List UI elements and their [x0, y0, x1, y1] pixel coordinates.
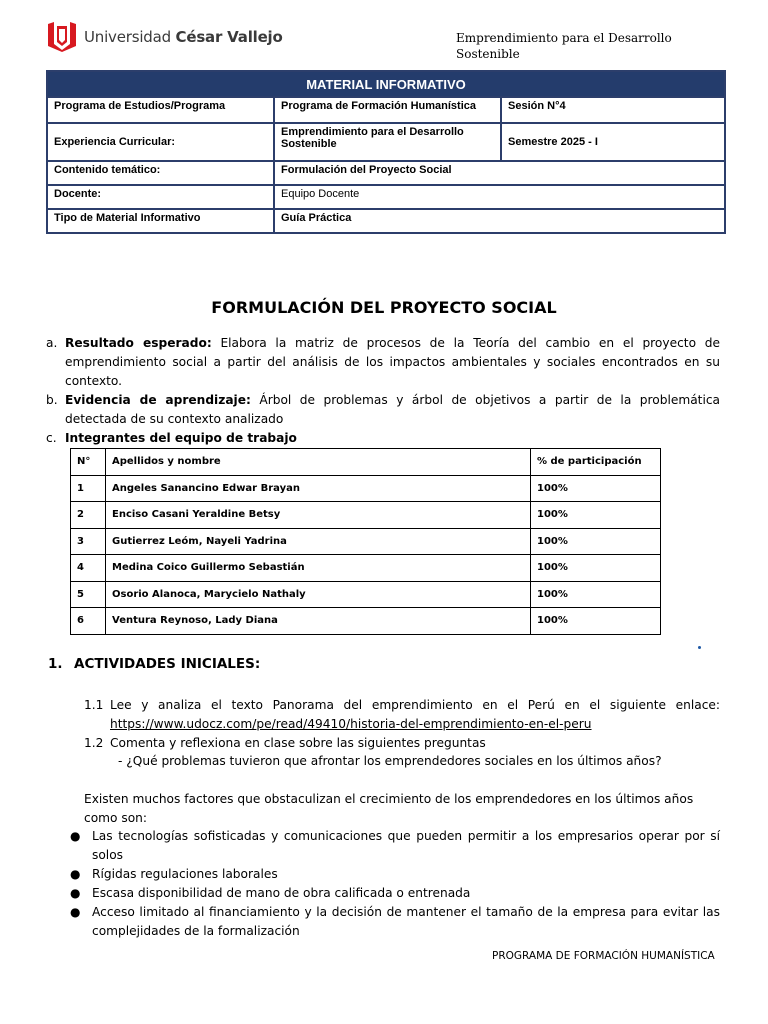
experience-label: Experiencia Curricular:: [47, 123, 274, 161]
logo-name-bold: César Vallejo: [175, 28, 283, 46]
objective-text: Árbol de problemas y árbol de objetivos a partir de la problemática detectada de su contexto analizado: [65, 393, 720, 426]
member-participation: 100%: [531, 555, 661, 582]
objective-label: Integrantes del equipo de trabajo: [65, 431, 297, 445]
question-item: [118, 752, 662, 771]
row-number: 1: [71, 475, 106, 502]
table-row: [71, 528, 661, 555]
member-name: Angeles Sanancino Edwar Brayan: [106, 475, 531, 502]
content-label: Contenido temático:: [47, 161, 274, 185]
activity-number: 1.2: [84, 736, 104, 750]
row-number: 5: [71, 581, 106, 608]
experience-value: Emprendimiento para el Desarrollo Sostenible: [274, 123, 501, 161]
row-number: 3: [71, 528, 106, 555]
table-row: [71, 581, 661, 608]
material-type-value: Guía Práctica: [274, 209, 725, 233]
member-name: Medina Coico Guillermo Sebastián: [106, 555, 531, 582]
logo-text: [84, 28, 283, 46]
member-participation: 100%: [531, 528, 661, 555]
activity-item-1-1: [84, 696, 720, 734]
objective-marker: b.: [46, 393, 58, 407]
material-info-table: [46, 70, 726, 234]
bullet-icon: ●: [70, 886, 81, 900]
member-name: Gutierrez Leóm, Nayeli Yadrina: [106, 528, 531, 555]
member-participation: 100%: [531, 502, 661, 529]
list-item: ● Rígidas regulaciones laborales: [70, 865, 720, 884]
bullet-icon: ●: [70, 867, 81, 881]
activity-number: 1.1: [84, 698, 104, 712]
blue-dot-mark: [698, 646, 701, 649]
table-row: [71, 475, 661, 502]
list-item: ● Escasa disponibilidad de mano de obra calificada o entrenada: [70, 884, 720, 903]
objectives-list: [46, 334, 720, 448]
objective-item: [46, 429, 720, 448]
list-item: ● Acceso limitado al financiamiento y la decisión de mantener el tamaño de la empresa para evitar las complejidades de la formalización: [70, 905, 720, 938]
ucv-shield-icon: [48, 22, 76, 52]
member-participation: 100%: [531, 475, 661, 502]
row-number: 6: [71, 608, 106, 635]
content-value: Formulación del Proyecto Social: [274, 161, 725, 185]
member-name: Osorio Alanoca, Marycielo Nathaly: [106, 581, 531, 608]
session-value: Sesión N°4: [501, 97, 725, 123]
question-dash: -: [118, 754, 123, 768]
answer-intro: Existen muchos factores que obstaculizan el crecimiento de los emprendedores en los últimos años como son:: [84, 792, 694, 825]
logo-name-plain: Universidad: [84, 28, 171, 46]
objective-label: Resultado esperado:: [65, 336, 212, 350]
member-participation: 100%: [531, 608, 661, 635]
document-title: FORMULACIÓN DEL PROYECTO SOCIAL: [211, 298, 557, 317]
objective-item: [46, 334, 720, 391]
activity-item-1-2: [84, 734, 720, 753]
material-type-label: Tipo de Material Informativo: [47, 209, 274, 233]
member-participation: 100%: [531, 581, 661, 608]
member-name: Enciso Casani Yeraldine Betsy: [106, 502, 531, 529]
activity-text: Lee y analiza el texto Panorama del emprendimiento en el Perú en el siguiente enlace:: [110, 698, 720, 712]
course-header-title: Emprendimiento para el Desarrollo Sostenible: [456, 31, 672, 61]
university-logo: [48, 22, 283, 52]
page-footer: PROGRAMA DE FORMACIÓN HUMANÍSTICA: [492, 950, 715, 962]
section-number: 1.: [48, 656, 63, 672]
teacher-label: Docente:: [47, 185, 274, 209]
column-header-participation: % de participación: [531, 449, 661, 476]
activity-text: Comenta y reflexiona en clase sobre las siguientes preguntas: [110, 736, 486, 750]
udocz-link[interactable]: https://www.udocz.com/pe/read/49410/historia-del-emprendimiento-en-el-peru: [110, 717, 592, 731]
objective-marker: a.: [46, 336, 58, 350]
row-number: 2: [71, 502, 106, 529]
objective-item: [46, 391, 720, 429]
table-row: [71, 555, 661, 582]
table-header-row: [71, 449, 661, 476]
teacher-value: Equipo Docente: [274, 185, 725, 209]
question-text: ¿Qué problemas tuvieron que afrontar los emprendedores sociales en los últimos años?: [126, 754, 662, 768]
table-row: [71, 608, 661, 635]
semester-value: Semestre 2025 - I: [501, 123, 725, 161]
column-header-name: Apellidos y nombre: [106, 449, 531, 476]
column-header-number: N°: [71, 449, 106, 476]
objective-label: Evidencia de aprendizaje:: [65, 393, 251, 407]
program-value: Programa de Formación Humanística: [274, 97, 501, 123]
material-info-title: MATERIAL INFORMATIVO: [47, 71, 725, 97]
team-members-table: [70, 448, 661, 635]
bullet-icon: ●: [70, 905, 81, 919]
objective-text: Elabora la matriz de procesos de la Teoría del cambio en el proyecto de emprendimiento social a partir del análisis de los impactos ambientales y sociales encontrados en su contexto.: [65, 336, 720, 388]
row-number: 4: [71, 555, 106, 582]
member-name: Ventura Reynoso, Lady Diana: [106, 608, 531, 635]
section-title: ACTIVIDADES INICIALES:: [74, 656, 261, 672]
program-label: Programa de Estudios/Programa: [47, 97, 274, 123]
table-row: [71, 502, 661, 529]
list-item: ● Las tecnologías sofisticadas y comunicaciones que pueden permitir a los empresarios operar por sí solos: [70, 829, 720, 862]
section-heading: [48, 656, 260, 672]
objective-marker: c.: [46, 431, 57, 445]
bullet-icon: ●: [70, 829, 81, 843]
factors-bullet-list: [70, 827, 720, 941]
